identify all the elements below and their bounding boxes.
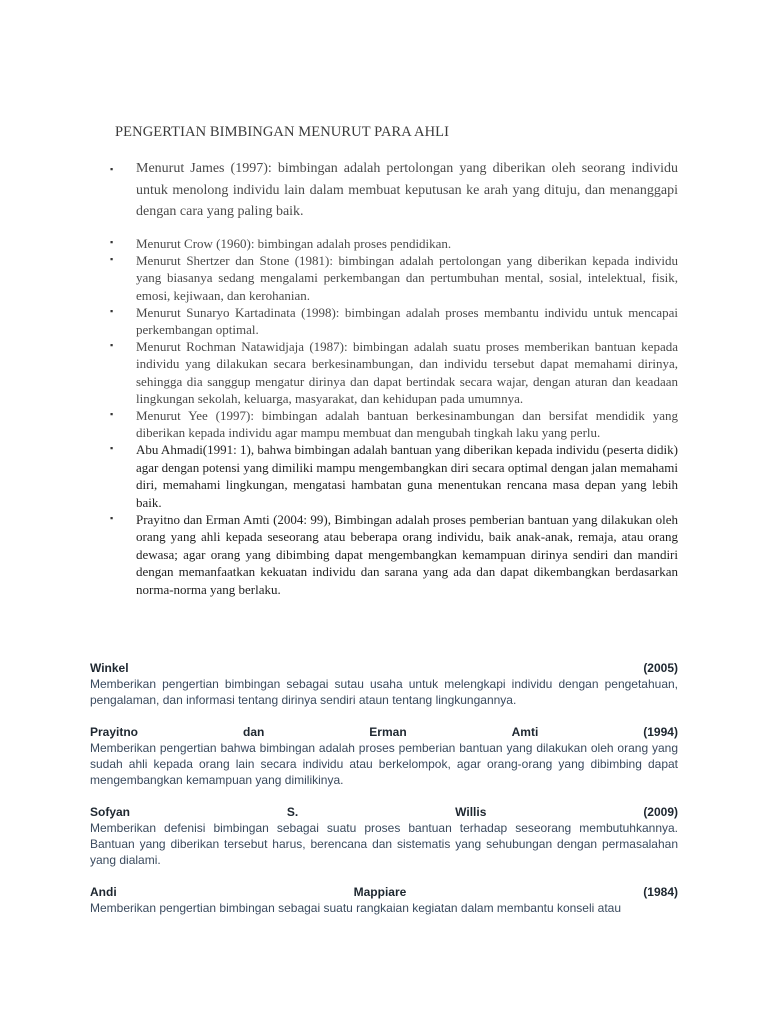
- expert-name-part: Andi: [90, 885, 117, 899]
- expert-year: (2009): [643, 805, 678, 819]
- list-item: [110, 235, 678, 252]
- expert-year: (2005): [643, 661, 678, 675]
- expert-name-part: Mappiare: [353, 885, 407, 899]
- expert-definition: Memberikan pengertian bimbingan sebagai suatu rangkaian kegiatan dalam membantu konseli atau: [90, 901, 621, 915]
- list-item-text: Menurut Shertzer dan Stone (1981): bimbingan adalah pertolongan yang diberikan kepada individu yang biasanya sedang mengalami perkembangan dan pertumbuhan mental, sosial, intelektual, fisik, emosi, kejiwaan, dan kerohanian.: [136, 253, 678, 303]
- expert-heading: [90, 804, 678, 820]
- expert-name-part: Erman: [369, 725, 407, 739]
- square-bullet-icon: ▪: [110, 237, 114, 247]
- expert-name-part: Sofyan: [90, 805, 131, 819]
- square-bullet-icon: ▪: [110, 340, 114, 351]
- expert-name-part: Prayitno: [90, 725, 139, 739]
- expert-entry-prayitno: [90, 724, 678, 788]
- list-item-text: Menurut James (1997): bimbingan adalah pertolongan yang diberikan oleh seorang individu untuk menolong individu lain dalam membuat keputusan ke arah yang dituju, dan menanggapi dengan cara yang paling baik.: [136, 161, 678, 219]
- square-bullet-icon: ▪: [110, 409, 114, 420]
- expert-year: (1994): [643, 725, 678, 739]
- list-item-text: Menurut Crow (1960): bimbingan adalah proses pendidikan.: [136, 236, 452, 251]
- square-bullet-icon: ▪: [110, 443, 114, 454]
- expert-name-part: Willis: [455, 805, 487, 819]
- expert-entry-winkel: [90, 660, 678, 708]
- expert-year: (1984): [643, 885, 678, 899]
- square-bullet-icon: ▪: [110, 305, 114, 316]
- list-item: [110, 511, 678, 598]
- list-item: [110, 441, 678, 511]
- square-bullet-icon: ▪: [110, 254, 114, 265]
- expert-name-part: S.: [286, 805, 299, 819]
- list-item: [110, 338, 678, 407]
- expert-heading: [90, 724, 678, 740]
- definition-list: [110, 235, 678, 598]
- expert-name: Winkel: [90, 661, 129, 675]
- expert-definition: Memberikan defenisi bimbingan sebagai suatu proses bantuan terhadap seseorang membutuhkannya. Bantuan yang diberikan tersebut harus, berencana dan sistematis yang sehubungan dengan permasalahan yang dialami.: [90, 821, 678, 867]
- list-item-text: Abu Ahmadi(1991: 1), bahwa bimbingan adalah bantuan yang diberikan kepada individu (peserta didik) agar dengan potensi yang dimiliki mampu mengembangkan diri secara optimal dengan jalan memahami diri, memahami lingkungan, mengatasi hambatan guna menentukan rencana masa depan yang lebih baik.: [136, 442, 678, 510]
- list-item: [110, 304, 678, 338]
- expert-entry-andi: [90, 884, 678, 916]
- list-item-text: Menurut Rochman Natawidjaja (1987): bimbingan adalah suatu proses memberikan bantuan kepada individu yang dilakukan secara berkesinambungan, dan individu tersebut dapat memahami dirinya, sehingga dia sanggup mengatur dirinya dan dapat bertindak secara wajar, dengan aturan dan keadaan lingkungan sekolah, keluarga, masyarakat, dan kehidupan pada umumnya.: [136, 339, 678, 406]
- list-item: [110, 407, 678, 441]
- list-item-text: Prayitno dan Erman Amti (2004: 99), Bimbingan adalah proses pemberian bantuan yang dilakukan oleh orang yang ahli kepada seseorang atau beberapa orang individu, baik anak-anak, remaja, atau orang dewasa; agar orang yang dibimbing dapat mengembangkan kemampuan dirinya sendiri dan mandiri dengan memanfaatkan kekuatan individu dan sarana yang ada dan dapat dikembangkan berdasarkan norma-norma yang berlaku.: [136, 512, 678, 597]
- square-bullet-icon: ▪: [110, 513, 114, 524]
- square-bullet-icon: ▪: [110, 164, 114, 174]
- definition-list-first: [110, 158, 678, 223]
- expert-heading: [90, 884, 678, 900]
- list-item-text: Menurut Yee (1997): bimbingan adalah bantuan berkesinambungan dan bersifat mendidik yang diberikan kepada individu agar mampu membuat dan mengubah tingkah laku yang perlu.: [136, 408, 678, 441]
- list-item-text: Menurut Sunaryo Kartadinata (1998): bimbingan adalah proses membantu individu untuk mencapai perkembangan optimal.: [136, 304, 678, 338]
- expert-definition: Memberikan pengertian bahwa bimbingan adalah proses pemberian bantuan yang dilakukan oleh orang yang sudah ahli kepada orang lain secara individu atau berkelompok, agar orang-orang yang dibimbing dapat mengembangkan kemampuan yang dimilikinya.: [90, 741, 678, 787]
- list-item: [110, 158, 678, 223]
- expert-name-part: dan: [242, 725, 265, 739]
- expert-entry-sofyan: [90, 804, 678, 868]
- list-item: [110, 252, 678, 304]
- expert-definition: Memberikan pengertian bimbingan sebagai sutau usaha untuk melengkapi individu dengan pengetahuan, pengalaman, dan informasi tentang dirinya sendiri ataun tentang lingkungannya.: [90, 677, 678, 707]
- page-title: PENGERTIAN BIMBINGAN MENURUT PARA AHLI: [115, 124, 450, 140]
- expert-heading: [90, 660, 678, 676]
- expert-name-part: Amti: [511, 725, 539, 739]
- expert-definitions: [90, 660, 678, 932]
